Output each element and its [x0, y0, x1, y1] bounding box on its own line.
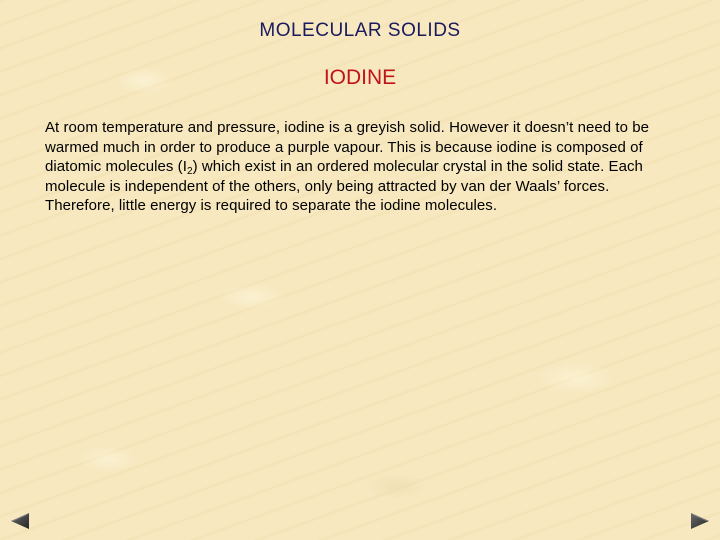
slide-subtitle: IODINE — [323, 66, 397, 89]
triangle-right-icon — [690, 512, 710, 530]
slide-title: MOLECULAR SOLIDS — [259, 20, 461, 41]
body-paragraph — [45, 118, 677, 216]
triangle-left-icon — [10, 512, 30, 530]
body-text-part-1: At room temperature and pressure, iodine is a greyish solid. However it doesn’t need to be warmed much in order to produce a purple vapour. This is because iodine is composed of diatomic molecules (I — [45, 119, 649, 176]
body-text-part-2: ) which exist in an ordered molecular crystal in the solid state. Each molecule is independent of the others, only being attracted by van der Waals’ forces. Therefore, little energy is required to separate the iodine molecules. — [45, 158, 643, 215]
body-subscript: 2 — [186, 166, 193, 178]
next-slide-button[interactable] — [690, 512, 710, 530]
previous-slide-button[interactable] — [10, 512, 30, 530]
